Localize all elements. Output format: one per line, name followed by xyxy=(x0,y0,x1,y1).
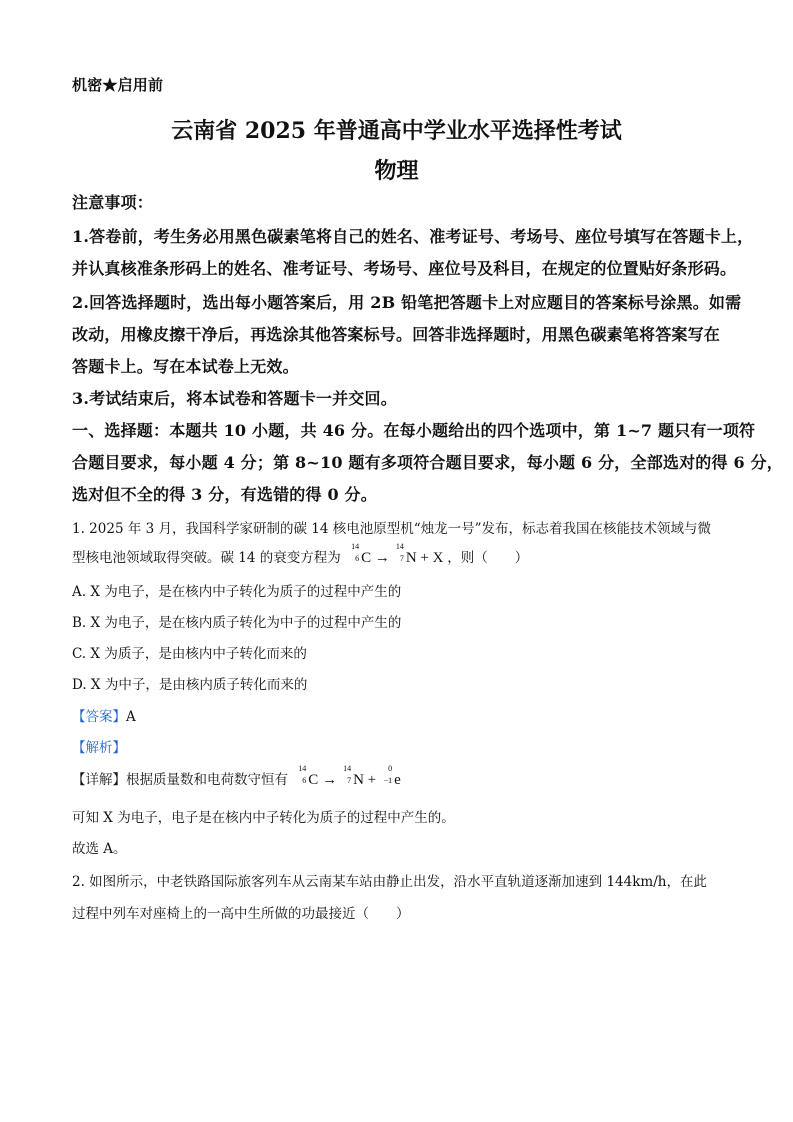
arrow-symbol: → xyxy=(322,772,338,788)
answer-label: 【答案】 xyxy=(72,709,126,725)
n-charge-number: 7 xyxy=(347,776,352,785)
c-symbol: C xyxy=(308,772,319,788)
question-2-stem-line2: 过程中列车对座椅上的一高中生所做的功最接近（ ） xyxy=(72,906,410,922)
n-symbol: N + X xyxy=(405,550,444,566)
notice-line: 1.答卷前，考生务必用黑色碳素笔将自己的姓名、准考证号、考场号、座位号填写在答题卡上， xyxy=(72,227,754,246)
notice-line: 改动，用橡皮擦干净后，再选涂其他答案标号。回答非选择题时，用黑色碳素笔将答案写在 xyxy=(72,325,721,344)
question-1-stem: 1. 2025 年 3 月，我国科学家研制的碳 14 核电池原型机“烛龙一号”发布，标志着我国在核能技术领域与微 xyxy=(72,521,712,537)
detail-text: 根据质量数和电荷数守恒有 xyxy=(126,772,288,788)
n-mass-number: 14 xyxy=(343,764,352,773)
detail-label: 【详解】 xyxy=(72,772,126,788)
analysis-label: 【解析】 xyxy=(72,740,126,756)
c-charge-number: 6 xyxy=(302,776,307,785)
conclusion-text: 可知 X 为电子，电子是在核内中子转化为质子的过程中产生的。 xyxy=(72,810,455,826)
question-1-stem-line2 xyxy=(72,542,529,567)
conservation-equation xyxy=(292,764,401,788)
c-symbol: C xyxy=(361,550,372,566)
notice-line: 2.回答选择题时，选出每小题答案后，用 2B 铅笔把答题卡上对应题目的答案标号涂黑。如需 xyxy=(72,293,742,312)
section-instruction: 一、选择题：本题共 10 小题，共 46 分。在每小题给出的四个选项中，第 1~7 题只有一项符 xyxy=(72,421,756,440)
choice-text: 故选 A。 xyxy=(72,841,127,857)
notice-line: 并认真核准条形码上的姓名、准考证号、考场号、座位号及科目，在规定的位置贴好条形码。 xyxy=(72,259,737,278)
option-a: A. X 为电子，是在核内中子转化为质子的过程中产生的 xyxy=(72,584,402,600)
option-b: B. X 为电子，是在核内质子转化为中子的过程中产生的 xyxy=(72,615,402,631)
c-charge-number: 6 xyxy=(355,554,360,563)
option-c: C. X 为质子，是由核内中子转化而来的 xyxy=(72,646,307,662)
subject-title: 物理 xyxy=(374,158,419,184)
answer-row xyxy=(72,705,136,725)
question-2-stem: 2. 如图所示，中老铁路国际旅客列车从云南某车站由静止出发，沿水平直轨道逐渐加速到 144km/h，在此 xyxy=(72,874,707,890)
arrow-symbol: → xyxy=(374,550,390,566)
answer-value: A xyxy=(126,709,136,725)
e-symbol: e xyxy=(394,772,401,788)
confidential-label: 机密★启用前 xyxy=(72,76,164,94)
e-mass-number: 0 xyxy=(388,764,393,773)
stem-text: 型核电池领域取得突破。碳 14 的衰变方程为 xyxy=(72,550,341,566)
detail-row xyxy=(72,764,401,789)
section-instruction: 选对但不全的得 3 分，有选错的得 0 分。 xyxy=(72,485,377,504)
e-charge-number: −1 xyxy=(383,776,393,785)
decay-equation xyxy=(345,542,447,566)
n-mass-number: 14 xyxy=(395,542,404,551)
notice-heading: 注意事项： xyxy=(72,193,154,212)
stem-text: ，则（ ） xyxy=(447,550,529,566)
notice-line: 答题卡上。写在本试卷上无效。 xyxy=(72,357,299,376)
n-charge-number: 7 xyxy=(399,554,404,563)
c-mass-number: 14 xyxy=(298,764,307,773)
n-symbol: N + xyxy=(353,772,377,788)
notice-line: 3.考试结束后，将本试卷和答题卡一并交回。 xyxy=(72,389,397,408)
c-mass-number: 14 xyxy=(351,542,360,551)
section-instruction: 合题目要求，每小题 4 分；第 8~10 题有多项符合题目要求，每小题 6 分，全部选对的得 6 分， xyxy=(72,453,783,472)
option-d: D. X 为中子，是由核内质子转化而来的 xyxy=(72,677,308,693)
exam-title: 云南省 2025 年普通高中学业水平选择性考试 xyxy=(171,118,622,144)
